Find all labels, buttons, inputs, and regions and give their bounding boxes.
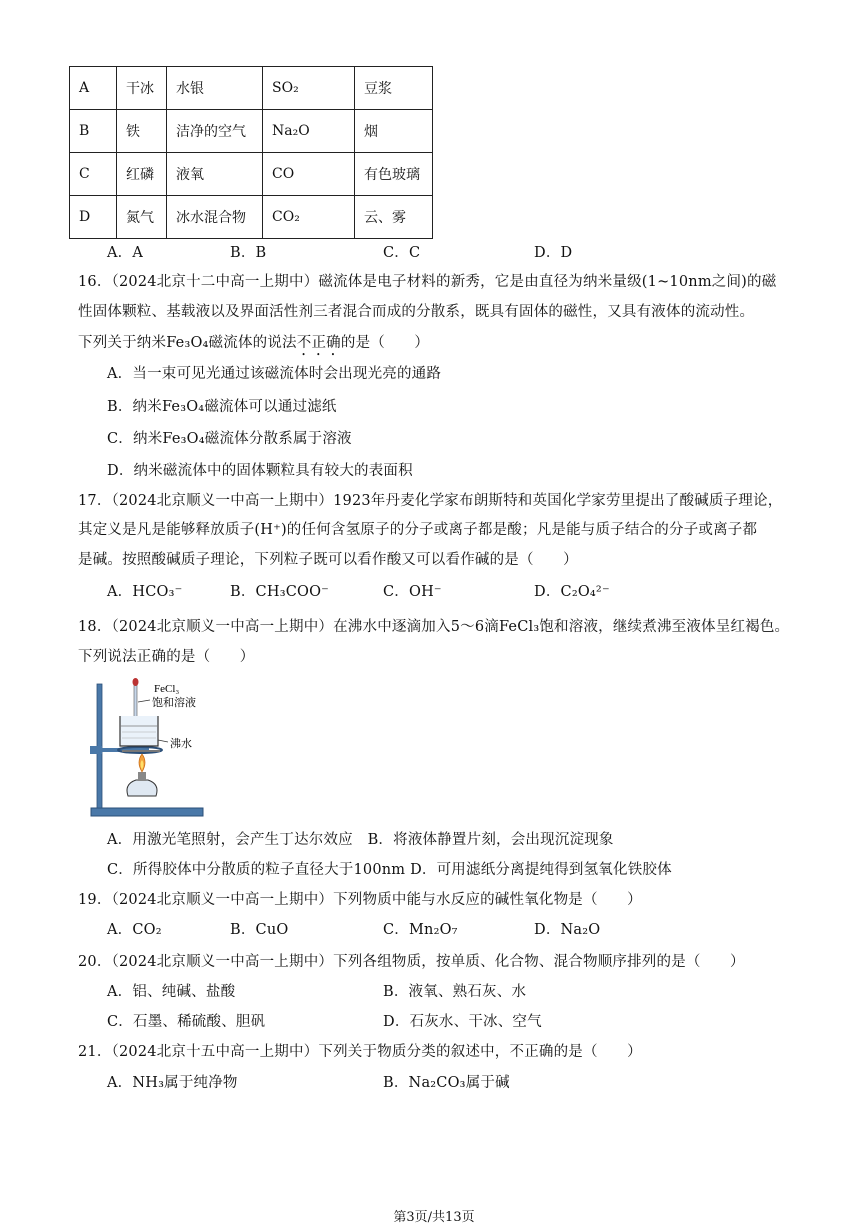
q16-stem-line3: 下列关于纳米Fe₃O₄磁流体的说法不正确的是（ ）	[78, 335, 430, 351]
table-cell: 云、雾	[355, 196, 433, 239]
q20-option-a: A．铝、纯碱、盐酸	[107, 984, 236, 1000]
table-cell: CO₂	[263, 196, 355, 239]
q16-option-d: D．纳米磁流体中的固体颗粒具有较大的表面积	[107, 463, 413, 479]
q20-option-b: B．液氧、熟石灰、水	[383, 984, 527, 1000]
q19-stem: 19．（2024北京顺义一中高一上期中）下列物质中能与水反应的碱性氧化物是（ ）	[78, 892, 642, 908]
choice-b: B．B	[230, 245, 267, 261]
q17-stem-line3: 是碱。按照酸碱质子理论，下列粒子既可以看作酸又可以看作碱的是（ ）	[78, 552, 578, 568]
table-cell: D	[70, 196, 117, 239]
q16-option-b: B．纳米Fe₃O₄磁流体可以通过滤纸	[107, 399, 337, 415]
q18-stem-line1: 18．（2024北京顺义一中高一上期中）在沸水中逐滴加入5～6滴FeCl₃饱和溶液，继续煮沸至液体呈红褐色。	[78, 619, 790, 635]
options-table	[69, 66, 433, 239]
table-cell: Na₂O	[263, 110, 355, 153]
table-cell: 红磷	[117, 153, 167, 196]
q19-option-d: D．Na₂O	[534, 922, 601, 938]
table-cell: CO	[263, 153, 355, 196]
fig-label-water: 沸水	[170, 738, 192, 750]
table-cell: 有色玻璃	[355, 153, 433, 196]
q17-stem-line1: 17．（2024北京顺义一中高一上期中）1923年丹麦化学家布朗斯特和英国化学家劳里提出了酸碱质子理论，	[78, 493, 783, 509]
q18-options-ab: A．用激光笔照射，会产生丁达尔效应 B．将液体静置片刻，会出现沉淀现象	[107, 832, 614, 848]
q20-option-d: D．石灰水、干冰、空气	[383, 1014, 542, 1030]
q16-option-a: A．当一束可见光通过该磁流体时会出现光亮的通路	[107, 366, 442, 382]
q17-option-b: B．CH₃COO⁻	[230, 584, 330, 600]
fig-label-solution: 饱和溶液	[152, 697, 196, 709]
table-row	[70, 153, 433, 196]
table-cell: A	[70, 67, 117, 110]
q17-stem-line2: 其定义是凡是能够释放质子(H⁺)的任何含氢原子的分子或离子都是酸；凡是能与质子结合的分子或离子都	[78, 522, 758, 538]
q21-option-a: A．NH₃属于纯净物	[107, 1075, 238, 1091]
q20-option-c: C．石墨、稀硫酸、胆矾	[107, 1014, 266, 1030]
q16-option-c: C．纳米Fe₃O₄磁流体分散系属于溶液	[107, 431, 352, 447]
table-row	[70, 196, 433, 239]
emphasis-text: 不正确	[296, 335, 341, 351]
q18-options-cd: C．所得胶体中分散质的粒子直径大于100nm D．可用滤纸分离提纯得到氢氧化铁胶体	[107, 862, 672, 878]
table-cell: 氮气	[117, 196, 167, 239]
q17-option-c: C．OH⁻	[383, 584, 442, 600]
q21-option-b: B．Na₂CO₃属于碱	[383, 1075, 510, 1091]
page-footer: 第3页/共13页	[393, 1210, 475, 1225]
table-cell: 冰水混合物	[167, 196, 263, 239]
choice-c: C．C	[383, 245, 421, 261]
table-cell: 豆浆	[355, 67, 433, 110]
q19-option-c: C．Mn₂O₇	[383, 922, 458, 938]
q16-stem-line1: 16．（2024北京十二中高一上期中）磁流体是电子材料的新秀，它是由直径为纳米量级(1~10nm之间)的磁	[78, 274, 777, 290]
q20-stem: 20．（2024北京顺义一中高一上期中）下列各组物质，按单质、化合物、混合物顺序排列的是（ ）	[78, 954, 745, 970]
q19-option-a: A．CO₂	[107, 922, 162, 938]
table-row	[70, 110, 433, 153]
q17-option-a: A．HCO₃⁻	[107, 584, 183, 600]
table-row	[70, 67, 433, 110]
q21-stem: 21．（2024北京十五中高一上期中）下列关于物质分类的叙述中，不正确的是（ ）	[78, 1044, 642, 1060]
q19-option-b: B．CuO	[230, 922, 289, 938]
choice-a: A．A	[107, 245, 144, 261]
fig-label-fecl3: FeCl₃	[154, 683, 180, 695]
q17-option-d: D．C₂O₄²⁻	[534, 584, 610, 600]
table-cell: C	[70, 153, 117, 196]
table-cell: 水银	[167, 67, 263, 110]
table-cell: SO₂	[263, 67, 355, 110]
q18-stem-line2: 下列说法正确的是（ ）	[78, 649, 255, 665]
table-cell: 干冰	[117, 67, 167, 110]
table-cell: 洁净的空气	[167, 110, 263, 153]
table-cell: 液氧	[167, 153, 263, 196]
table-cell: B	[70, 110, 117, 153]
choice-d: D．D	[534, 245, 573, 261]
table-cell: 烟	[355, 110, 433, 153]
table-cell: 铁	[117, 110, 167, 153]
q16-stem-line2: 性固体颗粒、基载液以及界面活性剂三者混合而成的分散系，既具有固体的磁性，又具有液体的流动性。	[78, 304, 755, 320]
apparatus-figure	[88, 676, 228, 822]
